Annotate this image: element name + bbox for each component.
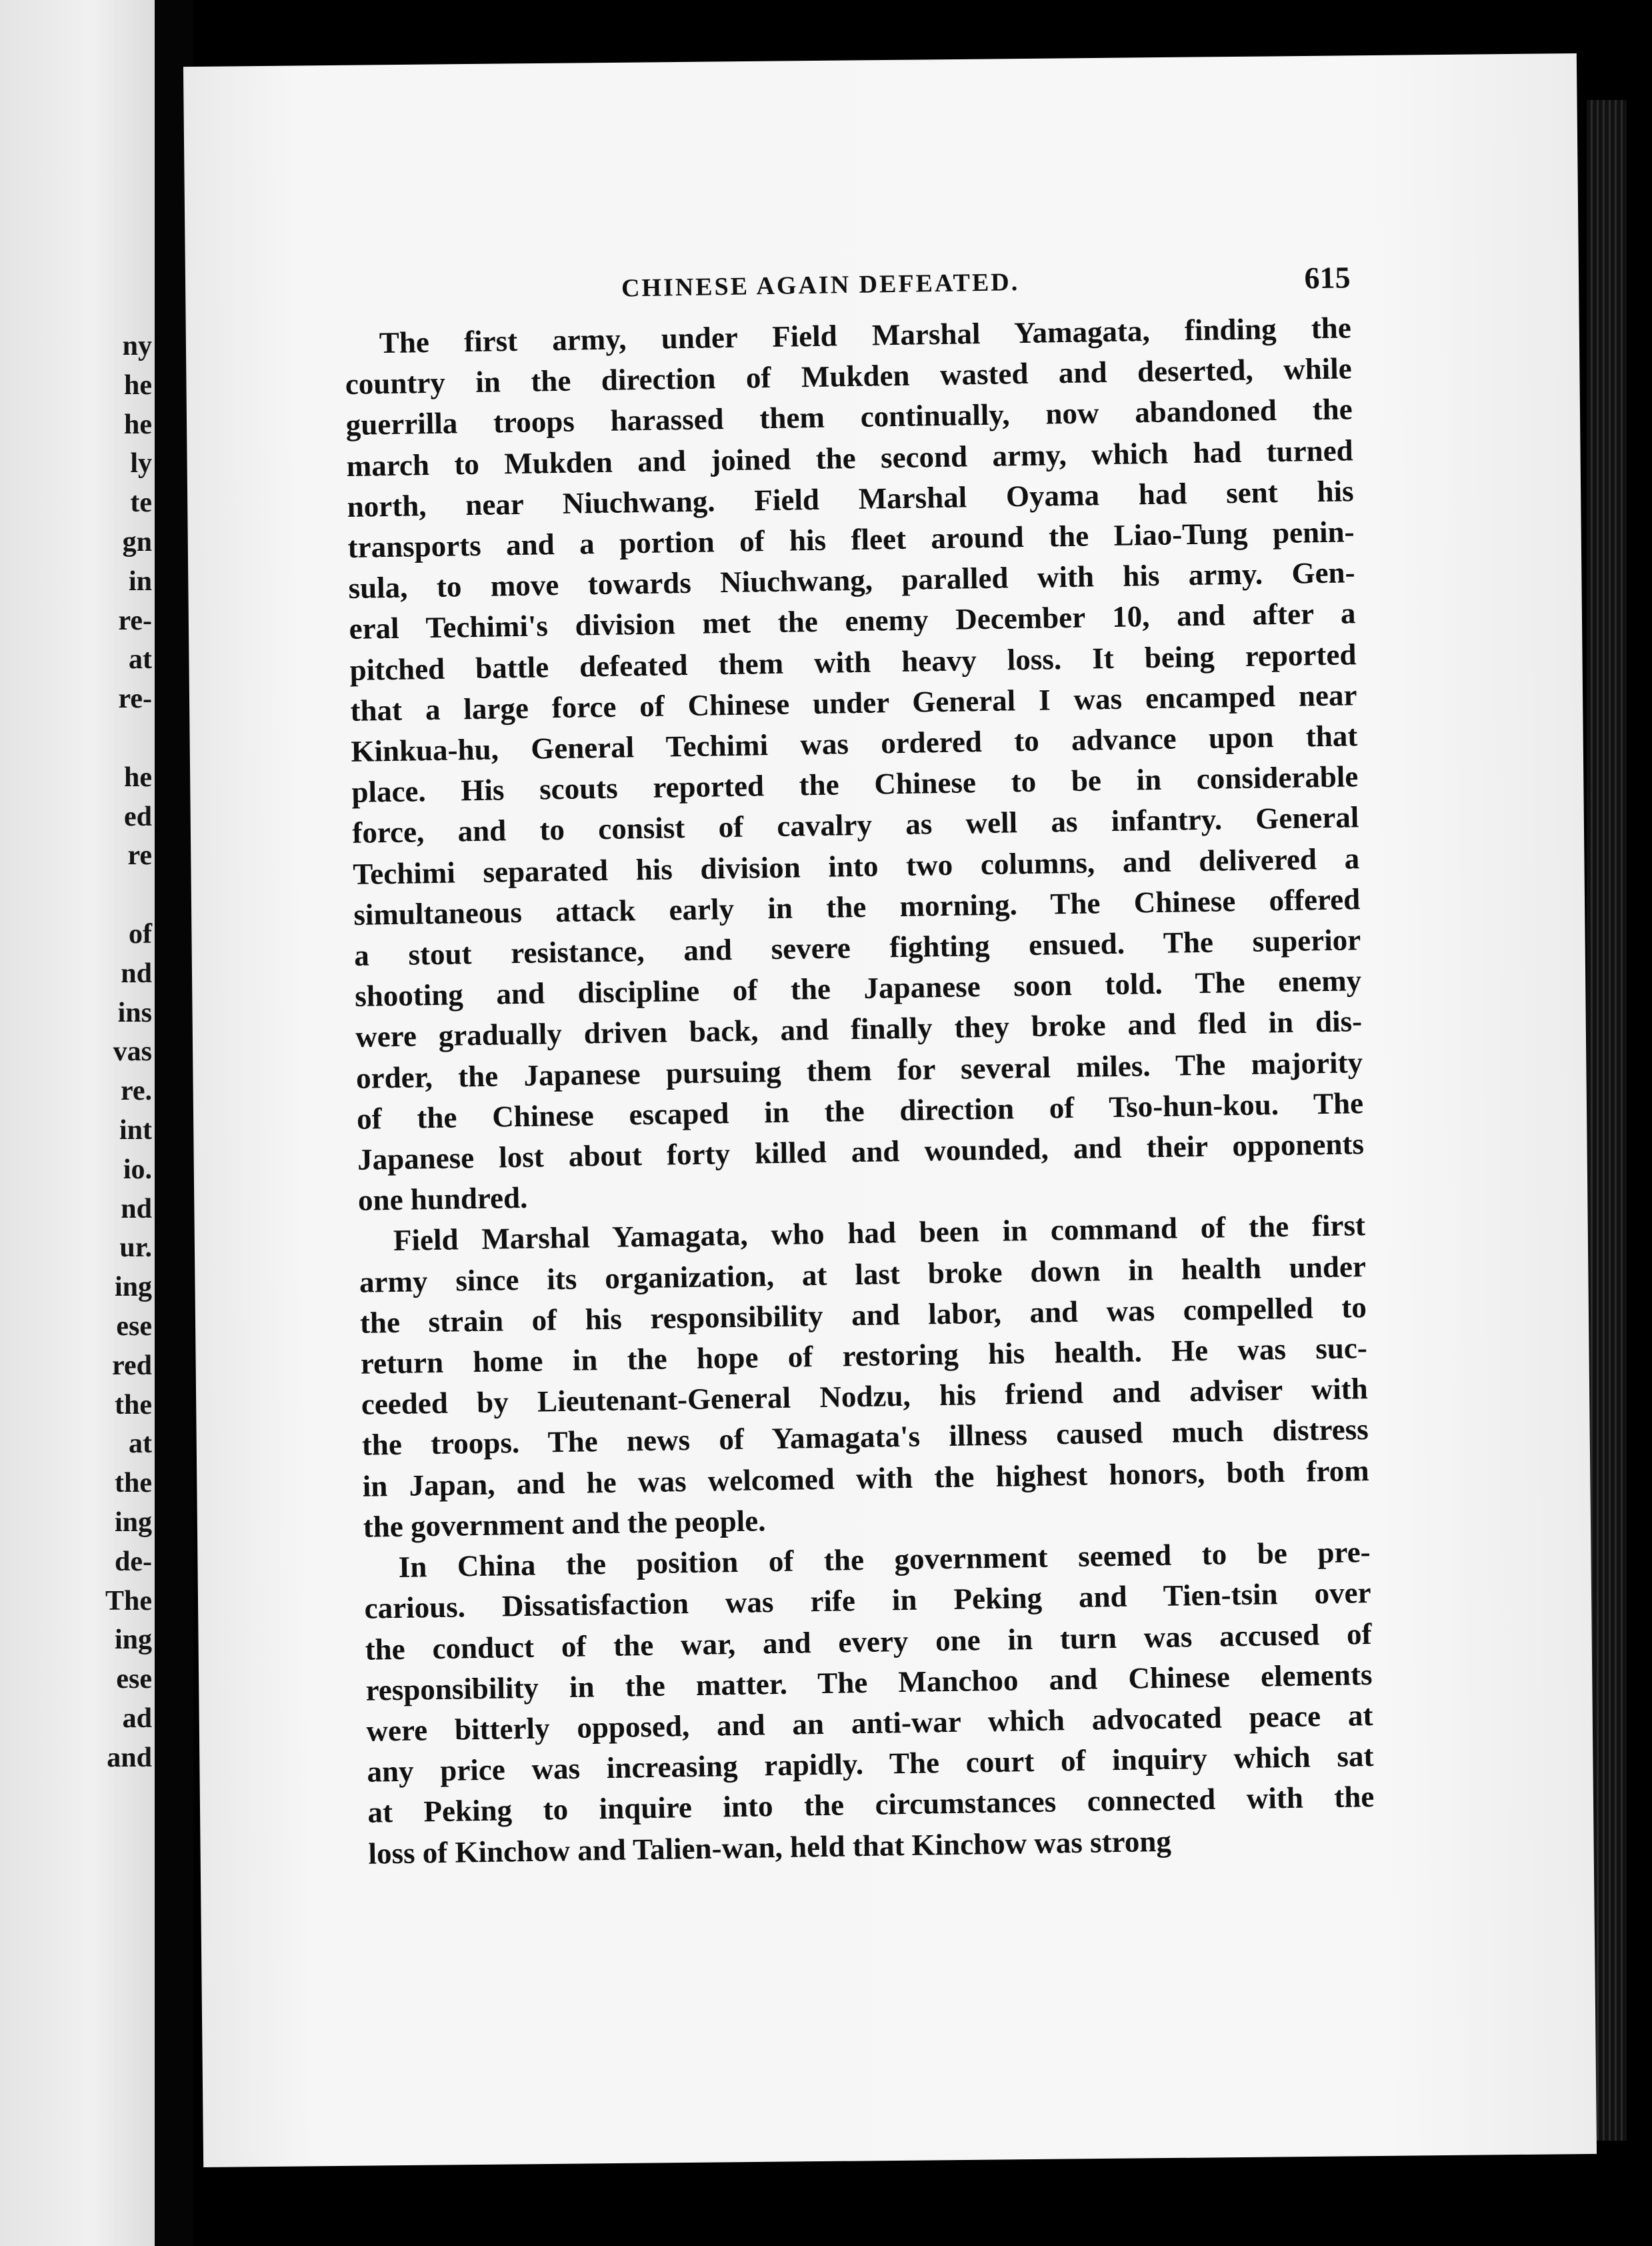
- text-line: Techimi separated his division into two columns, and delivered a: [352, 841, 1360, 891]
- text-line: guerrilla troops harassed them continually, now abandoned the: [345, 392, 1353, 442]
- left-page-fragment: re: [127, 840, 152, 872]
- text-line: shooting and discipline of the Japanese soon told. The enemy: [354, 964, 1362, 1014]
- text-line: any price was increasing rapidly. The court of inquiry which sat: [367, 1739, 1374, 1789]
- left-page-fragment: the: [115, 1389, 152, 1420]
- left-page-fragment: de-: [115, 1546, 152, 1577]
- text-line: return home in the hope of restoring his health. He was suc-: [360, 1331, 1368, 1380]
- text-line: force, and to consist of cavalry as well as infantry. General: [352, 800, 1359, 850]
- text-line: that a large force of Chinese under General I was encamped near: [350, 678, 1357, 728]
- left-page-fragment: [105, 719, 152, 758]
- running-title: CHINESE AGAIN DEFEATED.: [621, 268, 1020, 303]
- left-page-fragment: he: [124, 409, 152, 440]
- left-page-fragment: re-: [118, 605, 152, 636]
- text-line: country in the direction of Mukden wasted and deserted, while: [345, 351, 1353, 401]
- text-line: in Japan, and he was welcomed with the highest honors, both from: [362, 1453, 1370, 1503]
- text-line: the conduct of the war, and every one in turn was accused of: [365, 1616, 1372, 1666]
- left-page-fragment: ad: [122, 1703, 152, 1734]
- left-page-fragment: [105, 876, 152, 915]
- left-page-fragment: ese: [116, 1664, 152, 1695]
- text-line: march to Mukden and joined the second army, which had turned: [346, 433, 1353, 483]
- text-line: Field Marshal Yamagata, who had been in command of the first: [393, 1208, 1366, 1258]
- text-line: The first army, under Field Marshal Yamagata, finding the: [379, 311, 1352, 360]
- left-page-fragment: ly: [130, 448, 152, 479]
- paragraph: [359, 1206, 1371, 1548]
- text-line: responsibility in the matter. The Manchoo and Chinese elements: [365, 1657, 1373, 1707]
- left-page-text-fragments: [105, 327, 152, 1777]
- text-line: army since its organization, at last broke down in health under: [359, 1249, 1367, 1299]
- page-text-block: [343, 247, 1375, 1874]
- left-page-fragment: he: [124, 369, 152, 401]
- left-page-fragment: gn: [122, 526, 152, 557]
- left-page-fragment: at: [129, 644, 152, 676]
- text-line: Japanese lost about forty killed and wounded, and their opponents: [357, 1127, 1365, 1176]
- text-line: the troops. The news of Yamagata's illness caused much distress: [361, 1412, 1369, 1462]
- paragraph: [363, 1532, 1375, 1874]
- text-line: In China the position of the government seemed to be pre-: [398, 1535, 1371, 1584]
- left-page-fragment: red: [112, 1350, 152, 1381]
- paragraph: [344, 307, 1365, 1221]
- left-page-fragment: int: [119, 1114, 152, 1146]
- left-page-fragment: nd: [121, 958, 152, 989]
- left-page-fragment: at: [129, 1428, 152, 1460]
- text-line: place. His scouts reported the Chinese to be in considerable: [351, 760, 1359, 810]
- left-page-fragment: ese: [116, 1310, 152, 1342]
- left-page-fragment: te: [130, 487, 152, 519]
- left-page-fragment: he: [124, 762, 152, 793]
- left-page-fragment: ins: [117, 997, 152, 1028]
- left-page-fragment: vas: [113, 1036, 152, 1068]
- left-page-fragment: io.: [123, 1154, 152, 1185]
- text-line: of the Chinese escaped in the direction of Tso-hun-kou. The: [356, 1086, 1364, 1136]
- page-number: 615: [1304, 260, 1351, 295]
- text-line: were gradually driven back, and finally they broke and fled in dis-: [355, 1004, 1363, 1054]
- text-line: at Peking to inquire into the circumstances connected with the: [367, 1780, 1375, 1830]
- text-line: sula, to move towards Niuchwang, paralled with his army. Gen-: [348, 555, 1355, 606]
- text-line: the government and the people.: [363, 1504, 766, 1544]
- text-line: carious. Dissatisfaction was rife in Peking and Tien-tsin over: [364, 1576, 1371, 1626]
- text-line: order, the Japanese pursuing them for several miles. The majority: [355, 1045, 1363, 1095]
- left-page-fragment: ny: [122, 331, 152, 361]
- text-line: loss of Kinchow and Talien-wan, held that Kinchow was strong: [368, 1824, 1172, 1871]
- text-line: Kinkua-hu, General Techimi was ordered to advance upon that: [351, 719, 1358, 768]
- left-facing-page: [0, 0, 155, 2246]
- left-page-fragment: the: [115, 1468, 152, 1499]
- left-page-fragment: ur.: [119, 1232, 152, 1264]
- text-line: north, near Niuchwang. Field Marshal Oyama had sent his: [347, 474, 1354, 523]
- left-page-fragment: ing: [114, 1506, 152, 1538]
- text-line: eral Techimi's division met the enemy December 10, and after a: [349, 596, 1356, 646]
- left-page-fragment: The: [105, 1585, 152, 1616]
- text-line: the strain of his responsibility and labor, and was compelled to: [359, 1290, 1367, 1340]
- text-line: transports and a portion of his fleet around the Liao-Tung penin-: [347, 515, 1355, 564]
- text-line: a stout resistance, and severe fighting ensued. The superior: [353, 923, 1361, 972]
- left-page-fragment: re.: [120, 1076, 152, 1107]
- text-line: pitched battle defeated them with heavy loss. It being reported: [349, 637, 1357, 687]
- left-page-fragment: in: [128, 566, 152, 597]
- left-page-fragment: and: [107, 1742, 152, 1773]
- text-line: were bitterly opposed, and an anti-war which advocated peace at: [366, 1698, 1373, 1748]
- left-page-fragment: ed: [124, 801, 152, 832]
- left-page-fragment: ing: [114, 1624, 152, 1656]
- left-page-fragment: re-: [118, 684, 152, 715]
- text-line: simultaneous attack early in the morning. The Chinese offered: [353, 882, 1361, 932]
- body-text: [344, 307, 1375, 1874]
- left-page-fragment: ing: [114, 1272, 152, 1303]
- left-page-fragment: of: [129, 918, 152, 950]
- text-line: ceeded by Lieutenant-General Nodzu, his friend and adviser with: [361, 1372, 1369, 1422]
- text-line: one hundred.: [357, 1181, 528, 1218]
- left-page-fragment: nd: [121, 1193, 152, 1224]
